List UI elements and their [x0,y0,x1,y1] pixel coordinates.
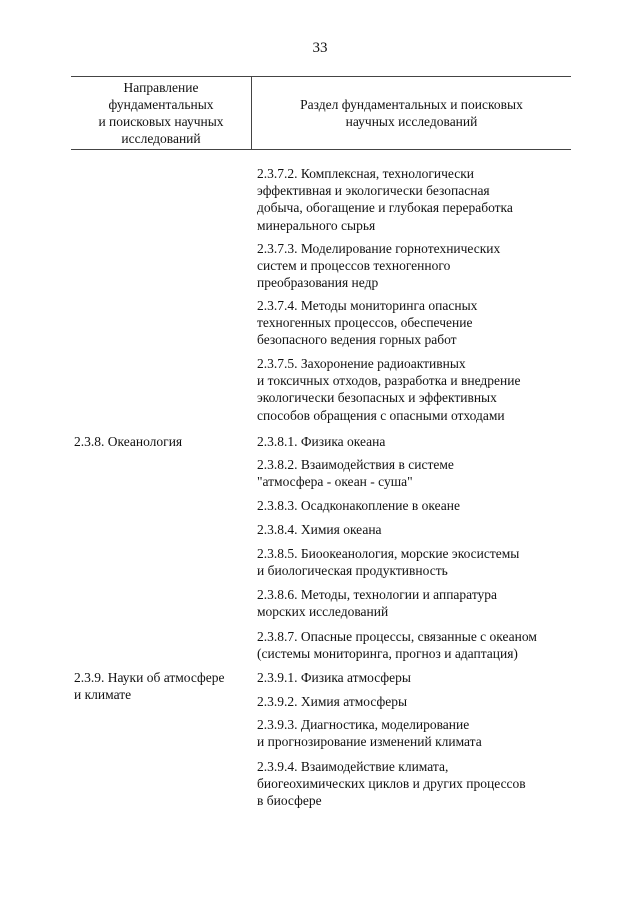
row-direction: 2.3.8. Океанология [74,434,183,449]
header-research-direction: Направление фундаментальных и поисковых научных исследований [98,80,224,146]
row-section: 2.3.8.7. Опасные процессы, связанные с океаном (системы мониторинга, прогноз и адаптация) [257,629,537,662]
row-direction: 2.3.9. Науки об атмосфере и климате [74,670,225,703]
row-section: 2.3.8.3. Осадконакопление в океане [257,498,460,513]
row-section: 2.3.9.1. Физика атмосферы [257,670,411,685]
row-section: 2.3.9.4. Взаимодействие климата, биогеохимических циклов и других процессов в биосфере [257,759,526,809]
page-number: 33 [312,40,328,56]
table-header [71,76,571,150]
header-research-section: Раздел фундаментальных и поисковых научных исследований [300,97,523,129]
row-section: 2.3.8.4. Химия океана [257,522,382,537]
row-section: 2.3.8.6. Методы, технологии и аппаратура морских исследований [257,587,498,620]
row-section: 2.3.8.2. Взаимодействия в системе "атмосфера - океан - суша" [257,457,454,490]
row-section: 2.3.7.4. Методы мониторинга опасных техногенных процессов, обеспечение безопасного ведения горных работ [257,298,478,348]
row-section: 2.3.7.2. Комплексная, технологически эффективная и экологически безопасная добыча, обогащение и глубокая переработка минерального сырья [257,166,513,233]
row-section: 2.3.8.5. Биоокеанология, морские экосистемы и биологическая продуктивность [257,546,520,579]
row-section: 2.3.9.2. Химия атмосферы [257,694,408,709]
row-section: 2.3.7.3. Моделирование горнотехнических систем и процессов техногенного преобразования недр [257,241,501,291]
row-section: 2.3.8.1. Физика океана [257,434,386,449]
row-section: 2.3.9.3. Диагностика, моделирование и прогнозирование изменений климата [257,717,482,750]
row-section: 2.3.7.5. Захоронение радиоактивных и токсичных отходов, разработка и внедрение экологически безопасных и эффективных способов обращения с опасными отходами [257,356,521,423]
